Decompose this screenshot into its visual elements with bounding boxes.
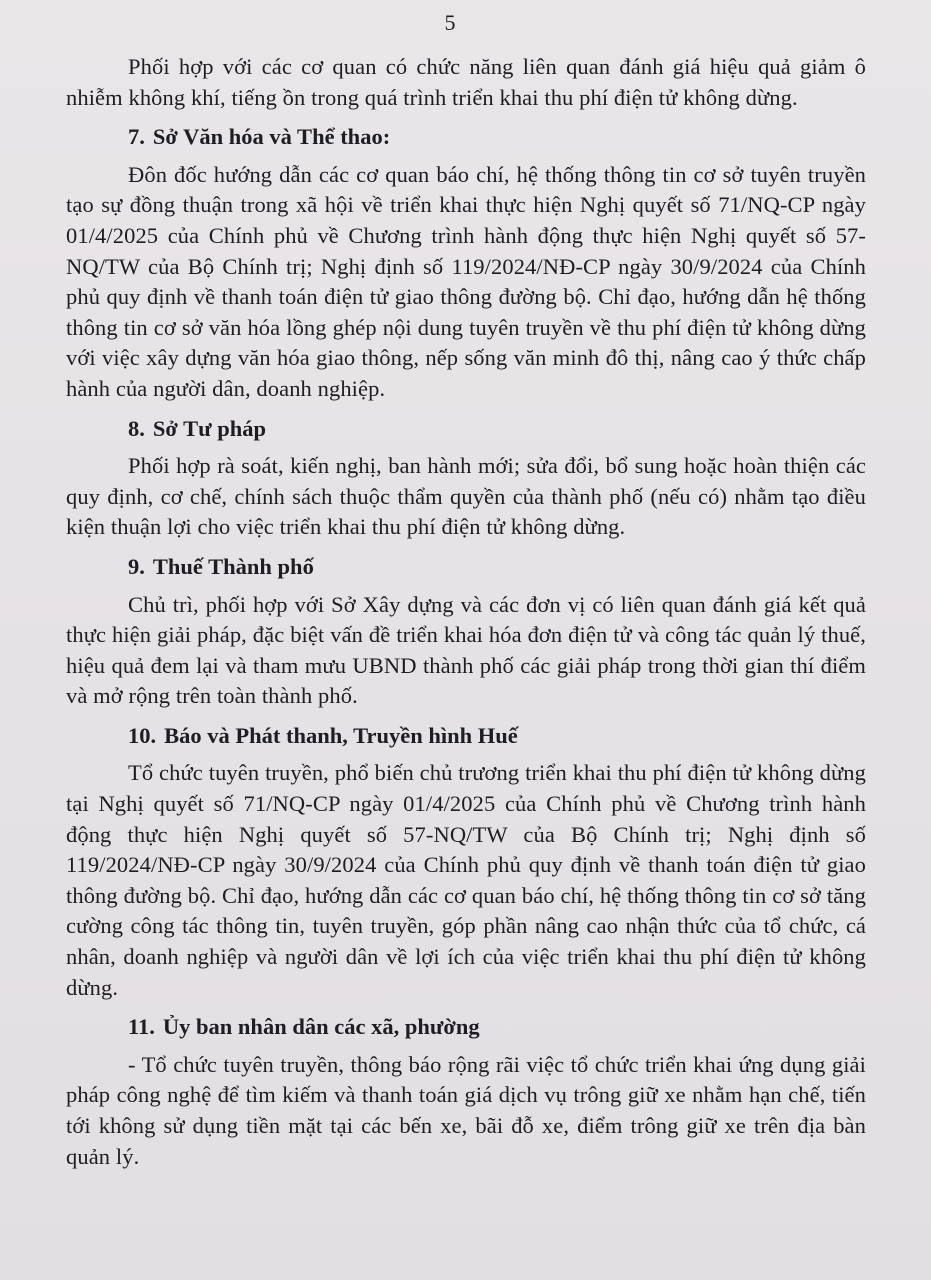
section-7-number: 7. bbox=[128, 124, 145, 150]
section-9-title: Thuế Thành phố bbox=[152, 553, 314, 579]
page-number: 5 bbox=[444, 10, 456, 35]
section-11-paragraph: - Tổ chức tuyên truyền, thông báo rộng rãi việc tổ chức triển khai ứng dụng giải pháp công nghệ để tìm kiếm và thanh toán giá dịch vụ trông giữ xe nhằm hạn chế, tiến tới không sử dụng tiền mặt tại các bến xe, bãi đỗ xe, điểm trông giữ xe trên địa bàn quản lý. bbox=[66, 1051, 866, 1169]
section-9-number: 9. bbox=[128, 553, 145, 579]
section-11-number: 11. bbox=[128, 1014, 155, 1040]
section-10-title: Báo và Phát thanh, Truyền hình Huế bbox=[164, 722, 518, 748]
document-body bbox=[66, 52, 866, 1181]
section-10-heading bbox=[66, 721, 866, 752]
section-8-heading bbox=[66, 414, 866, 445]
section-8-title: Sở Tư pháp bbox=[152, 415, 266, 441]
section-11-heading bbox=[66, 1012, 866, 1043]
section-7-heading bbox=[66, 122, 866, 153]
section-8-paragraph: Phối hợp rà soát, kiến nghị, ban hành mới; sửa đổi, bổ sung hoặc hoàn thiện các quy định, cơ chế, chính sách thuộc thẩm quyền của thành phố (nếu có) nhằm tạo điều kiện thuận lợi cho việc triển khai thu phí điện tử không dừng. bbox=[66, 453, 866, 540]
section-9-paragraph: Chủ trì, phối hợp với Sở Xây dựng và các đơn vị có liên quan đánh giá kết quả thực hiện giải pháp, đặc biệt vấn đề triển khai hóa đơn điện tử và công tác quản lý thuế, hiệu quả đem lại và tham mưu UBND thành phố các giải pháp trong thời gian thí điểm và mở rộng trên toàn thành phố. bbox=[66, 591, 866, 709]
section-9-heading bbox=[66, 552, 866, 583]
section-10-number: 10. bbox=[128, 722, 157, 748]
intro-paragraph: Phối hợp với các cơ quan có chức năng liên quan đánh giá hiệu quả giảm ô nhiễm không khí, tiếng ồn trong quá trình triển khai thu phí điện tử không dừng. bbox=[66, 54, 866, 110]
section-8-number: 8. bbox=[128, 415, 145, 441]
section-11-title: Ủy ban nhân dân các xã, phường bbox=[162, 1014, 480, 1040]
section-10-paragraph: Tổ chức tuyên truyền, phổ biến chủ trương triển khai thu phí điện tử không dừng tại Nghị quyết số 71/NQ-CP ngày 01/4/2025 của Chính phủ về Chương trình hành động thực hiện Nghị quyết số 57-NQ/TW của Bộ Chính trị; Nghị định số 119/2024/NĐ-CP ngày 30/9/2024 của Chính phủ quy định về thanh toán điện tử giao thông đường bộ. Chỉ đạo, hướng dẫn các cơ quan báo chí, hệ thống thông tin cơ sở tăng cường công tác thông tin, tuyên truyền, góp phần nâng cao nhận thức của tổ chức, cá nhân, doanh nghiệp và người dân về lợi ích của việc triển khai thu phí điện tử không dừng. bbox=[66, 760, 866, 1000]
section-7-paragraph: Đôn đốc hướng dẫn các cơ quan báo chí, hệ thống thông tin cơ sở tuyên truyền tạo sự đồng thuận trong xã hội về triển khai thực hiện Nghị quyết số 71/NQ-CP ngày 01/4/2025 của Chính phủ về Chương trình hành động thực hiện Nghị quyết số 57-NQ/TW của Bộ Chính trị; Nghị định số 119/2024/NĐ-CP ngày 30/9/2024 của Chính phủ quy định về thanh toán điện tử giao thông đường bộ. Chỉ đạo, hướng dẫn hệ thống thông tin cơ sở văn hóa lồng ghép nội dung tuyên truyền về thu phí điện tử không dừng với việc xây dựng văn hóa giao thông, nếp sống văn minh đô thị, nâng cao ý thức chấp hành của người dân, doanh nghiệp. bbox=[66, 161, 866, 401]
section-7-title: Sở Văn hóa và Thể thao: bbox=[152, 124, 391, 150]
